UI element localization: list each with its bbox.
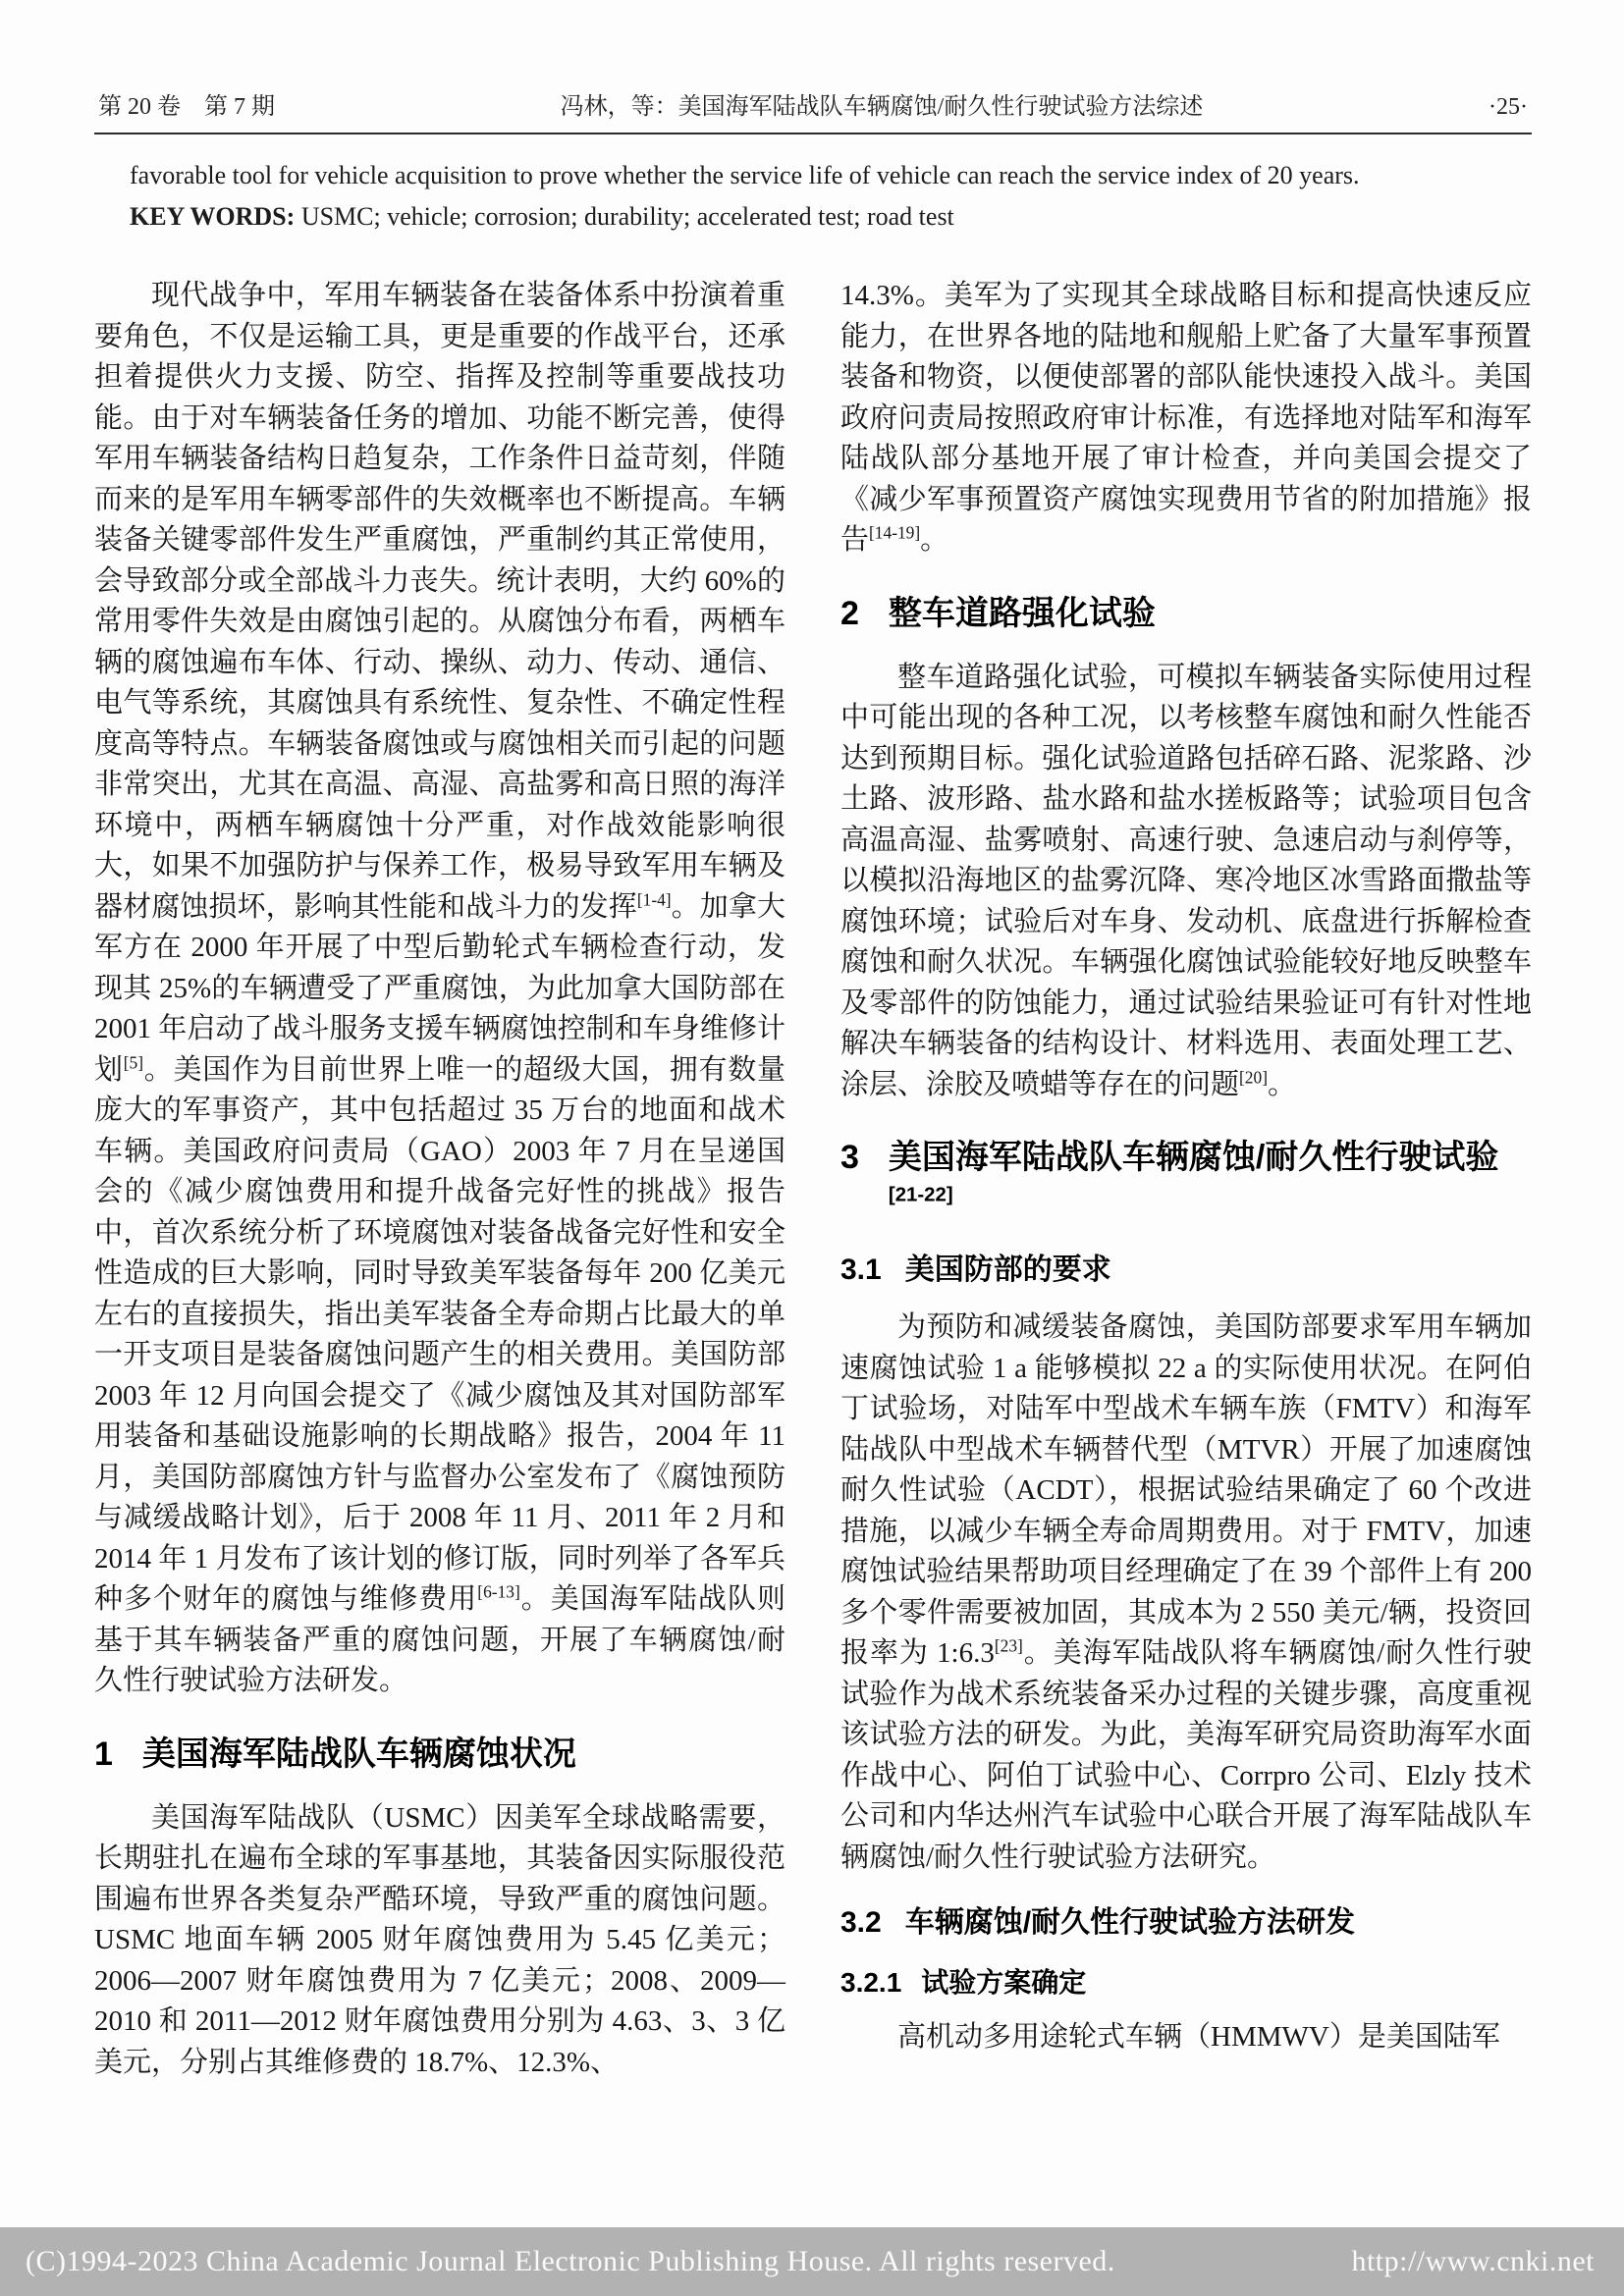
paragraph: 为预防和减缓装备腐蚀，美国防部要求军用车辆加速腐蚀试验 1 a 能够模拟 22 a 的实际使用状况。在阿伯丁试验场，对陆军中型战术车辆车族（FMTV）和海军陆战队中型战术车辆替代型（MTVR）开展了加速腐蚀耐久性试验（ACDT），根据试验结果确定了 60 个改进措施，以减少车辆全寿命周期费用。对于 FMTV，加速腐蚀试验结果帮助项目经理确定了在 39 个部件上有 200 多个零件需要被加固，其成本为 2 550 美元/辆，投资回报率为 1:6.3[23]。美海军陆战队将车辆腐蚀/耐久性行驶试验作为战术系统装备采办过程的关键步骤，高度重视该试验方法的研发。为此，美海军研究局资助海军水面作战中心、阿伯丁试验中心、Corrpro 公司、Elzly 技术公司和内华达州汽车试验中心联合开展了海军陆战队车辆腐蚀/耐久性行驶试验方法研究。 <box>840 1311 1532 1873</box>
section-number: 3 <box>840 1139 859 1176</box>
volume-issue: 第 20 卷 第 7 期 <box>98 94 275 120</box>
abstract-continuation: favorable tool for vehicle acquisition to prove whether the service life of vehicle can reach the service index of 20 years. <box>130 161 1360 189</box>
keywords-label: KEY WORDS: <box>130 202 296 231</box>
section-3-2-heading <box>840 1903 1532 1943</box>
section-3-heading <box>840 1135 1532 1225</box>
section-title: 车辆腐蚀/耐久性行驶试验方法研发 <box>904 1906 1356 1939</box>
section-number: 3.2.1 <box>840 1967 902 1998</box>
section-title: 美国海军陆战队车辆腐蚀状况 <box>141 1735 576 1773</box>
section-1-heading <box>94 1732 785 1777</box>
paragraph: 现代战争中，军用车辆装备在装备体系中扮演着重要角色，不仅是运输工具，更是重要的作战平台，还承担着提供火力支援、防空、指挥及控制等重要战技功能。由于对车辆装备任务的增加、功能不断完善，使得军用车辆装备结构日趋复杂，工作条件日益苛刻，伴随而来的是军用车辆零部件的失效概率也不断提高。车辆装备关键零部件发生严重腐蚀，严重制约其正常使用，会导致部分或全部战斗力丧失。统计表明，大约 60%的常用零件失效是由腐蚀引起的。从腐蚀分布看，两栖车辆的腐蚀遍布车体、行动、操纵、动力、传动、通信、电气等系统，其腐蚀具有系统性、复杂性、不确定性程度高等特点。车辆装备腐蚀或与腐蚀相关而引起的问题非常突出，尤其在高温、高湿、高盐雾和高日照的海洋环境中，两栖车辆腐蚀十分严重，对作战效能影响很大，如果不加强防护与保养工作，极易导致军用车辆及器材腐蚀损坏，影响其性能和战斗力的发挥[1-4]。加拿大军方在 2000 年开展了中型后勤轮式车辆检查行动，发现其 25%的车辆遭受了严重腐蚀，为此加拿大国防部在 2001 年启动了战斗服务支援车辆腐蚀控制和车身维修计划[5]。美国作为目前世界上唯一的超级大国，拥有数量庞大的军事资产，其中包括超过 35 万台的地面和战术车辆。美国政府问责局（GAO）2003 年 7 月在呈递国会的《减少腐蚀费用和提升战备完好性的挑战》报告中，首次系统分析了环境腐蚀对装备战备完好性和安全性造成的巨大影响，同时导致美军装备每年 200 亿美元左右的直接损失，指出美军装备全寿命期占比最大的单一开支项目是装备腐蚀问题产生的相关费用。美国防部 2003 年 12 月向国会提交了《减少腐蚀及其对国防部军用装备和基础设施影响的长期战略》报告，2004 年 11 月，美国防部腐蚀方针与监督办公室发布了《腐蚀预防与减缓战略计划》，后于 2008 年 11 月、2011 年 2 月和 2014 年 1 月发布了该计划的修订版，同时列举了各军兵种多个财年的腐蚀与维修费用[6-13]。美国海军陆战队则基于其车辆装备严重的腐蚀问题，开展了车辆腐蚀/耐久性行驶试验方法研发。 <box>94 280 785 1696</box>
section-3-2-1-heading <box>840 1964 1532 2002</box>
paragraph: 高机动多用途轮式车辆（HMMWV）是美国陆军 <box>897 2021 1500 2053</box>
section-title: 试验方案确定 <box>921 1967 1087 1998</box>
journal-header <box>94 86 1532 133</box>
section-number: 3.2 <box>840 1906 882 1939</box>
right-column <box>840 276 1532 2083</box>
watermark-footer <box>0 2227 1624 2296</box>
paragraph: 美国海军陆战队（USMC）因美军全球战略需要，长期驻扎在遍布全球的军事基地，其装备因实际服役范围遍布世界各类复杂严酷环境，导致严重的腐蚀问题。USMC 地面车辆 2005 财年腐蚀费用为 5.45 亿美元；2006—2007 财年腐蚀费用为 7 亿美元；2008、2009—2010 和 2011—2012 财年腐蚀费用分别为 4.63、3、3 亿美元，分别占其维修费的 18.7%、12.3%、 <box>94 1801 785 2078</box>
paragraph: 14.3%。美军为了实现其全球战略目标和提高快速反应能力，在世界各地的陆地和舰船上贮备了大量军事预置装备和物资，以便使部署的部队能快速投入战斗。美国政府问责局按照政府审计标准，有选择地对陆军和海军陆战队部分基地开展了审计检查，并向美国会提交了《减少军事预置资产腐蚀实现费用节省的附加措施》报告[14-19]。 <box>840 280 1532 556</box>
section-title: 整车道路强化试验 <box>888 594 1156 632</box>
page-number: ·25· <box>1489 94 1528 120</box>
left-column <box>94 276 785 2083</box>
section-title: 美国海军陆战队车辆腐蚀/耐久性行驶试验[21-22] <box>888 1139 1499 1206</box>
section-number: 2 <box>840 594 859 632</box>
running-title: 冯林，等：美国海军陆战队车辆腐蚀/耐久性行驶试验方法综述 <box>560 94 1204 120</box>
section-title: 美国防部的要求 <box>904 1254 1111 1286</box>
keywords-text: USMC; vehicle; corrosion; durability; accelerated test; road test <box>295 202 954 231</box>
abstract-block <box>130 156 1435 237</box>
section-number: 1 <box>94 1735 113 1773</box>
cnki-url: http://www.cnki.net <box>1351 2245 1595 2277</box>
section-3-1-heading <box>840 1251 1532 1290</box>
paragraph: 整车道路强化试验，可模拟车辆装备实际使用过程中可能出现的各种工况，以考核整车腐蚀和耐久性能否达到预期目标。强化试验道路包括碎石路、泥浆路、沙土路、波形路、盐水路和盐水搓板路等；试验项目包含高温高湿、盐雾喷射、高速行驶、急速启动与刹停等，以模拟沿海地区的盐雾沉降、寒冷地区冰雪路面撒盐等腐蚀环境；试验后对车身、发动机、底盘进行拆解检查腐蚀和耐久状况。车辆强化腐蚀试验能较好地反映整车及零部件的防蚀能力，通过试验结果验证可有针对性地解决车辆装备的结构设计、材料选用、表面处理工艺、涂层、涂胶及喷蜡等存在的问题[20]。 <box>840 661 1532 1100</box>
section-number: 3.1 <box>840 1254 882 1286</box>
copyright-text: (C)1994-2023 China Academic Journal Electronic Publishing House. All rights reserved. <box>26 2245 1115 2277</box>
body-columns <box>94 276 1532 2083</box>
section-2-heading <box>840 591 1532 636</box>
header-rule <box>94 133 1532 134</box>
keywords-line <box>130 197 1435 237</box>
